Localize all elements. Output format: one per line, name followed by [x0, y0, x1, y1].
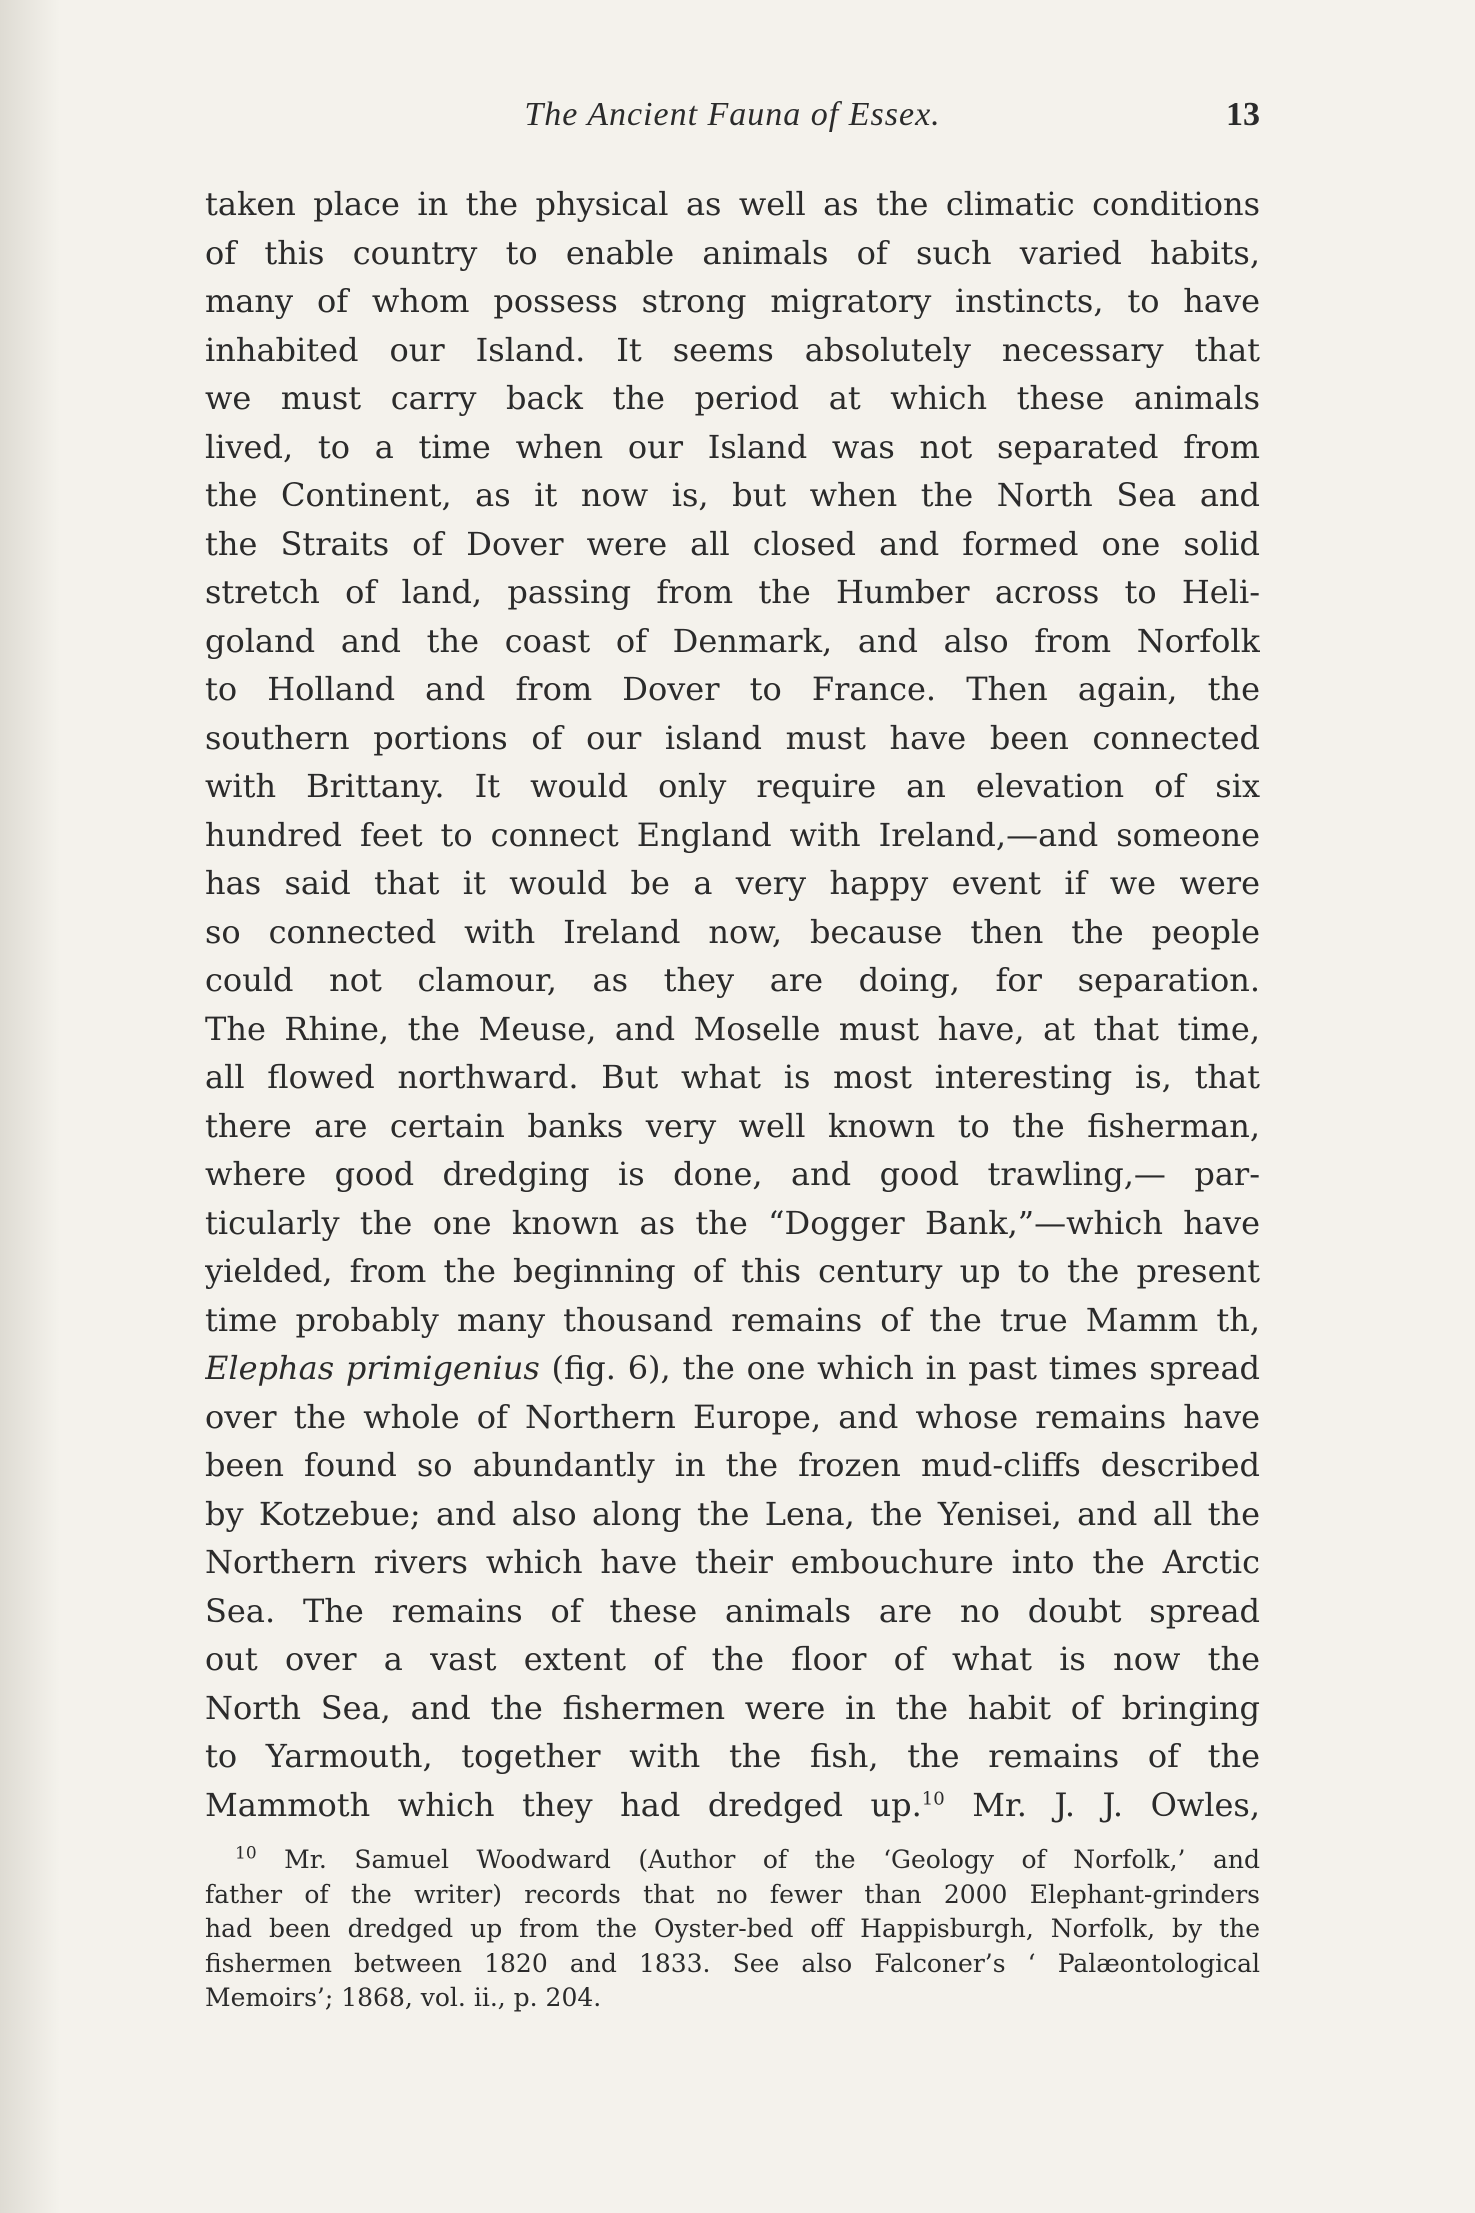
- body-line: with Brittany. It would only require an elevation of six: [205, 767, 1260, 805]
- body-line: inhabited our Island. It seems absolutely necessary that: [205, 330, 1260, 369]
- body-line: taken place in the physical as well as the climatic conditions: [205, 185, 1260, 223]
- body-line: hundred feet to connect England with Ireland,—and someone: [205, 815, 1260, 854]
- body-line: Sea. The remains of these animals are no doubt spread: [205, 1591, 1260, 1630]
- footnote-reference: 10: [921, 1787, 945, 1809]
- page-gutter-shadow: [0, 0, 60, 2213]
- body-line: so connected with Ireland now, because then the people: [205, 912, 1260, 951]
- body-line: out over a vast extent of the floor of what is now the: [205, 1640, 1260, 1678]
- page-header: [205, 96, 1260, 146]
- body-line: there are certain banks very well known to the fisherman,: [205, 1106, 1260, 1145]
- body-text: [205, 180, 1260, 1829]
- body-line: The Rhine, the Meuse, and Moselle must have, at that time,: [205, 1009, 1260, 1048]
- page-number: 13: [1226, 96, 1260, 133]
- footnote-text: Mr. Samuel Woodward (Author of the ‘Geology of Norfolk,’ and: [284, 1845, 1260, 1874]
- body-line: over the whole of Northern Europe, and whose remains have: [205, 1397, 1260, 1436]
- body-line: ticularly the one known as the “Dogger Bank,”—which have: [205, 1203, 1260, 1242]
- body-line: where good dredging is done, and good trawling,— par-: [205, 1155, 1260, 1193]
- body-line: North Sea, and the fishermen were in the habit of bringing: [205, 1688, 1260, 1727]
- footnote-line: Memoirs’; 1868, vol. ii., p. 204.: [205, 1983, 602, 2012]
- footnote-line: had been dredged up from the Oyster-bed off Happisburgh, Norfolk, by the: [205, 1914, 1260, 1943]
- body-line: of this country to enable animals of such varied habits,: [205, 233, 1260, 272]
- body-line: many of whom possess strong migratory instincts, to have: [205, 282, 1260, 320]
- body-line: stretch of land, passing from the Humber across to Heli-: [205, 573, 1260, 611]
- footnote-line: father of the writer) records that no fewer than 2000 Elephant-grinders: [205, 1879, 1260, 1909]
- body-line: all flowed northward. But what is most interesting is, that: [205, 1058, 1260, 1096]
- body-line: could not clamour, as they are doing, for separation.: [205, 961, 1260, 999]
- body-line: we must carry back the period at which these animals: [205, 379, 1260, 417]
- footnote-line: fishermen between 1820 and 1833. See also Falconer’s ‘ Palæontological: [205, 1948, 1260, 1978]
- body-line-text: Mammoth which they had dredged up.: [205, 1785, 922, 1824]
- body-line: has said that it would be a very happy event if we were: [205, 864, 1260, 902]
- body-line-text: Mr. J. J. Owles,: [944, 1785, 1260, 1824]
- body-line: the Straits of Dover were all closed and formed one solid: [205, 524, 1260, 563]
- body-line: southern portions of our island must have been connected: [205, 718, 1260, 757]
- body-line: to Yarmouth, together with the fish, the remains of the: [205, 1737, 1260, 1775]
- body-line: yielded, from the beginning of this century up to the present: [205, 1252, 1260, 1290]
- running-title: The Ancient Fauna of Essex.: [524, 96, 941, 133]
- body-line: lived, to a time when our Island was not separated from: [205, 427, 1260, 466]
- body-line-rest: (fig. 6), the one which in past times spread: [539, 1349, 1260, 1387]
- body-line: Northern rivers which have their embouchure into the Arctic: [205, 1543, 1260, 1581]
- species-name: Elephas primigenius: [205, 1349, 540, 1387]
- body-line-last: [205, 1781, 1260, 1830]
- footnote-line: [205, 1843, 1260, 1878]
- body-line: the Continent, as it now is, but when the North Sea and: [205, 476, 1260, 514]
- footnote: [205, 1843, 1260, 2016]
- body-line: time probably many thousand remains of the true Mamm th,: [205, 1300, 1260, 1339]
- body-line: to Holland and from Dover to France. Then again, the: [205, 670, 1260, 708]
- body-line: goland and the coast of Denmark, and also from Norfolk: [205, 621, 1260, 660]
- body-line: by Kotzebue; and also along the Lena, the Yenisei, and all the: [205, 1494, 1260, 1533]
- footnote-marker: 10: [235, 1843, 257, 1864]
- body-line-elephas: [205, 1344, 1260, 1393]
- body-line: been found so abundantly in the frozen mud-cliffs described: [205, 1446, 1260, 1484]
